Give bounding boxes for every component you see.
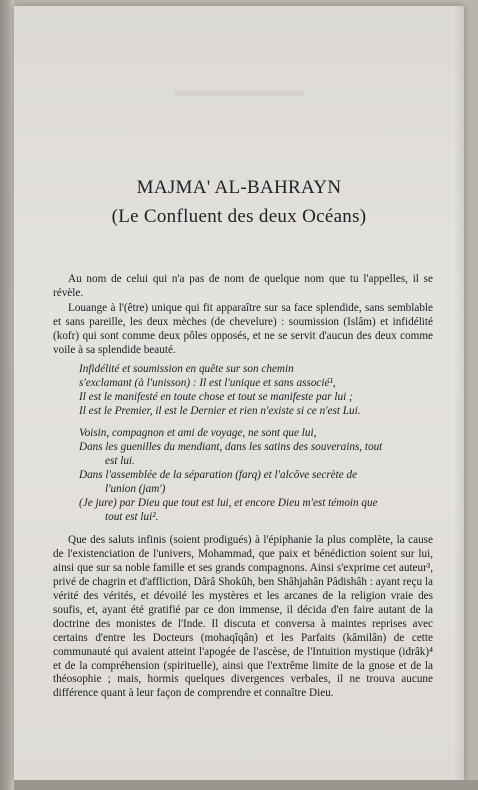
verse-stanza-1 <box>79 363 433 419</box>
paragraph-praise: Louange à l'(être) unique qui fit apparaître sur sa face splendide, sans semblable et sans pareille, les deux mèches (de chevelure) : soumission (Islâm) et infidélité (kofr) qui sont comme deux pôles opposés, et ne se servit d'aucun des deux comme voile à sa splendide beauté. <box>53 301 433 356</box>
verse-line: tout est lui². <box>105 510 159 523</box>
verse-line: l'union (jam') <box>105 482 166 495</box>
verse-block <box>79 363 433 524</box>
verse-line: Dans les guenilles du mendiant, dans les satins des souverains, tout <box>79 440 383 453</box>
book-page <box>14 6 464 780</box>
paragraph-invocation: Au nom de celui qui n'a pas de nom de quelque nom que tu l'appelles, il se révèle. <box>53 273 433 299</box>
verse-line: Il est le Premier, il est le Dernier et rien n'existe si ce n'est Lui. <box>79 405 361 418</box>
page-subtitle: (Le Confluent des deux Océans) <box>111 206 367 227</box>
paragraph-salutation: Que des saluts infinis (soient prodigués) à l'épiphanie la plus complète, la cause de l'existenciation de l'univers, Mohammad, que paix et bénédiction soient sur lui, ainsi que sur sa noble famille et ses grands compagnons. Ainsi s'exprime cet auteur³, privé de chagrin et d'affliction, Dârâ Shokûh, ben Shâhjahân Pâdishâh : ayant reçu la vérité des vérités, et dévoilé les mystères et les arcanes de la religion vraie des soufis, et, ayant été gratifié par ce don immense, il décida d'en faire autant de la doctrine des monistes de l'Inde. Il discuta et conversa à maintes reprises avec certains d'entre les Docteurs (mohaqîqân) et les Parfaits (kâmilân) de cette communauté qui avaient atteint l'apogée de l'ascèse, de l'Intuition mystique (idrâk)⁴ et de la compréhension (spirituelle), ainsi que l'extrême limite de la gnose et de la théosophie ; mais, hormis quelques divergences verbales, il ne trouva aucune différence quant à leur façon de comprendre et connaître Dieu. <box>53 534 433 700</box>
page-title: MAJMA' AL-BAHRAYN <box>136 177 342 198</box>
verse-line: Voisin, compagnon et ami de voyage, ne sont que lui, <box>79 427 317 440</box>
show-through-text <box>174 90 304 96</box>
verse-line: Il est le manifesté en toute chose et tout se manifeste par lui ; <box>79 391 353 404</box>
page-curl-shadow <box>454 6 464 780</box>
verse-line: Dans l'assemblée de la séparation (farq) et l'alcôve secrète de <box>79 468 358 481</box>
verse-stanza-2 <box>79 427 433 524</box>
book-spine-edge <box>0 0 14 790</box>
verse-line: Infidélité et soumission en quête sur son chemin <box>79 363 294 376</box>
verse-line: est lui. <box>105 454 135 467</box>
verse-line: (Je jure) par Dieu que tout est lui, et encore Dieu m'est témoin que <box>79 496 378 509</box>
table-surface <box>14 780 478 790</box>
verse-line: s'exclamant (à l'unisson) : Il est l'unique et sans associé¹, <box>79 377 336 390</box>
body-text <box>53 273 433 701</box>
